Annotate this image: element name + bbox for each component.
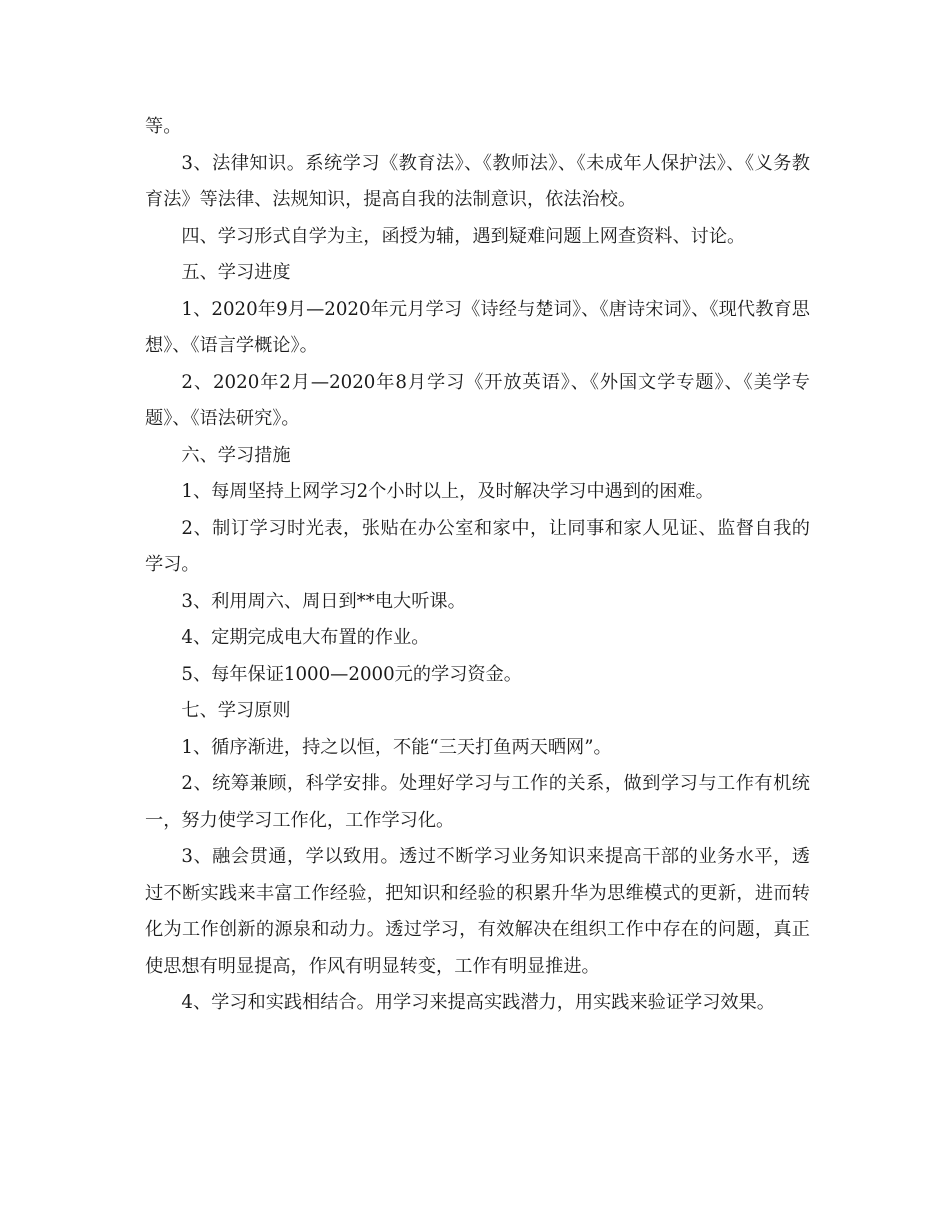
- section-heading-study-form: 四、学习形式自学为主，函授为辅，遇到疑难问题上网查资料、讨论。: [181, 225, 746, 247]
- principle-item-4: 4、学习和实践相结合。用学习来提高实践潜力，用实践来验证学习效果。: [181, 992, 775, 1013]
- schedule-item-2: 2、2020年2月—2020年8月学习《开放英语》、《外国文学专题》、《美学专题》、《语法研究》。: [145, 371, 810, 429]
- measure-item-3: 3、利用周六、周日到**电大听课。: [181, 590, 466, 612]
- document-body: [145, 109, 810, 1022]
- paragraph-continuation: 等。: [145, 116, 182, 137]
- principle-item-3: 3、融会贯通，学以致用。透过不断学习业务知识来提高干部的业务水平，透过不断实践来丰富工作经验，把知识和经验的积累升华为思维模式的更新，进而转化为工作创新的源泉和动力。透过学习，有效解决在组织工作中存在的问题，真正使思想有明显提高，作风有明显转变，工作有明显推进。: [145, 846, 810, 977]
- paragraph-law-knowledge: 3、法律知识。系统学习《教育法》、《教师法》、《未成年人保护法》、《义务教育法》等法律、法规知识，提高自我的法制意识，依法治校。: [145, 152, 810, 210]
- measure-item-4: 4、定期完成电大布置的作业。: [181, 627, 430, 648]
- section-heading-study-principles: 七、学习原则: [181, 700, 291, 721]
- measure-item-2: 2、制订学习时光表，张贴在办公室和家中，让同事和家人见证、监督自我的学习。: [145, 517, 810, 575]
- principle-item-1: 1、循序渐进，持之以恒，不能“三天打鱼两天晒网”。: [181, 736, 612, 758]
- schedule-item-1: 1、2020年9月—2020年元月学习《诗经与楚词》、《唐诗宋词》、《现代教育思想》、《语言学概论》。: [145, 298, 810, 356]
- principle-item-2: 2、统筹兼顾，科学安排。处理好学习与工作的关系，做到学习与工作有机统一，努力使学习工作化，工作学习化。: [145, 773, 810, 831]
- measure-item-1: 1、每周坚持上网学习2个小时以上，及时解决学习中遇到的困难。: [181, 481, 714, 502]
- measure-item-5: 5、每年保证1000—2000元的学习资金。: [181, 663, 522, 685]
- section-heading-study-schedule: 五、学习进度: [181, 262, 291, 283]
- section-heading-study-measures: 六、学习措施: [181, 444, 291, 466]
